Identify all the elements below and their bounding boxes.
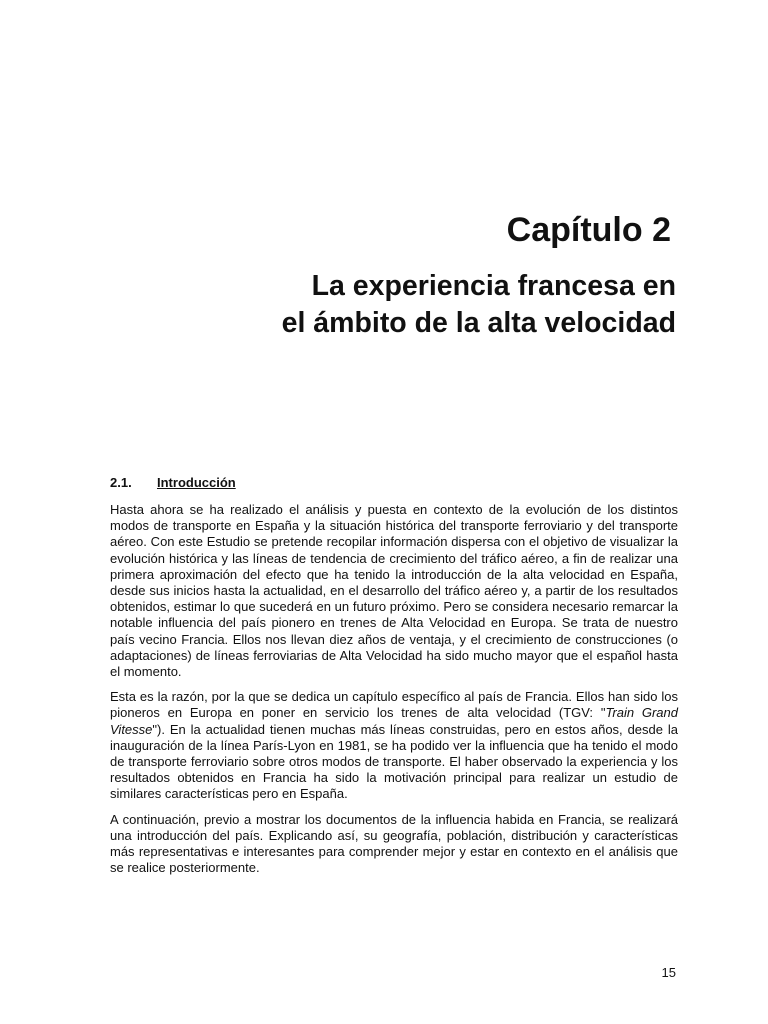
- paragraph-2: [110, 689, 678, 802]
- paragraph-2-start: Esta es la razón, por la que se dedica un capítulo específico al país de Francia. Ellos han sido los pioneros en Europa en poner en servicio los trenes de alta velocidad (TGV: ": [110, 689, 678, 721]
- chapter-title-line-1: La experiencia francesa en: [311, 270, 676, 302]
- page-number: 15: [661, 965, 676, 980]
- section-heading: [110, 474, 236, 491]
- paragraph-3: A continuación, previo a mostrar los documentos de la influencia habida en Francia, se realizará una introducción del país. Explicando así, su geografía, población, distribución y características más representativas e interesantes para comprender mejor y estar en contexto en el análisis que se realice posteriormente.: [110, 811, 678, 876]
- body-text: [110, 502, 678, 885]
- chapter-title: [156, 268, 676, 342]
- section-number: 2.1.: [110, 475, 132, 490]
- paragraph-2-end: "). En la actualidad tienen muchas más líneas construidas, pero en estos años, desde la inauguración de la línea París-Lyon en 1981, se ha podido ver la influencia que ha tenido el modo de transporte ferroviario sobre otros modos de transporte. El haber observado la experiencia y los resultados obtenidos en Francia ha sido la motivación principal para realizar un estudio de similares características pero en España.: [110, 721, 678, 802]
- chapter-title-line-2: el ámbito de la alta velocidad: [281, 307, 676, 339]
- chapter-number: Capítulo 2: [506, 211, 671, 249]
- section-title: Introducción: [157, 475, 236, 490]
- paragraph-1: Hasta ahora se ha realizado el análisis y puesta en contexto de la evolución de los distintos modos de transporte en España y la situación histórica del transporte ferroviario y del transporte aéreo. Con este Estudio se pretende recopilar información dispersa con el objetivo de visualizar la evolución histórica y las líneas de tendencia de crecimiento del tráfico aéreo, a fin de realizar una primera aproximación del efecto que ha tenido la introducción de la alta velocidad en España, desde sus inicios hasta la actualidad, en el desarrollo del tráfico aéreo y, a partir de los resultados obtenidos, estimar lo que sucederá en un futuro próximo. Pero se considera necesario remarcar la notable influencia del país pionero en trenes de Alta Velocidad en Europa. Se trata de nuestro país vecino Francia. Ellos nos llevan diez años de ventaja, y el crecimiento de construcciones (o adaptaciones) de líneas ferroviarias de Alta Velocidad ha sido mucho mayor que el español hasta el momento.: [110, 502, 678, 680]
- paragraph-2-italic: Train Grand Vitesse: [110, 705, 678, 737]
